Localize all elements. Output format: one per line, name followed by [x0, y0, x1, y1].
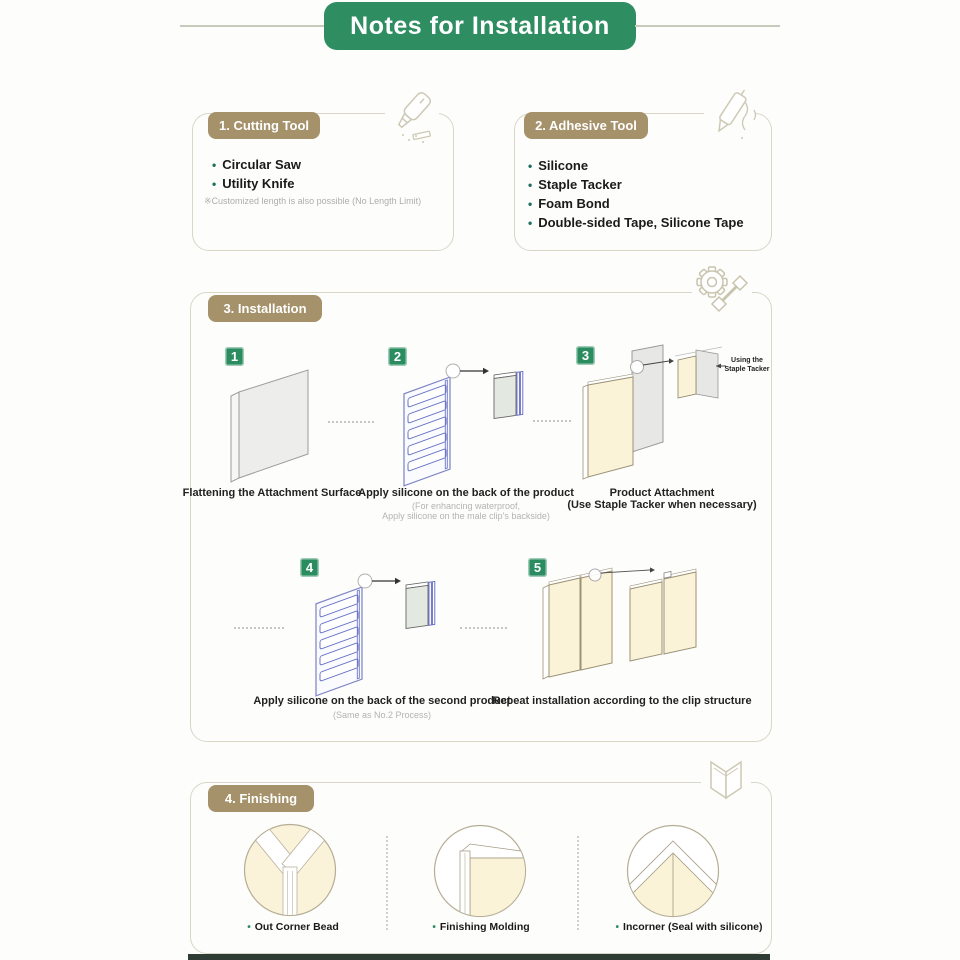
bullet-icon: •	[528, 178, 533, 192]
step1-panel-illustration	[228, 362, 313, 484]
step-number-badge: 4	[300, 558, 319, 577]
list-item	[528, 156, 744, 175]
title-rule-left	[180, 25, 325, 27]
step1-caption: Flattening the Attachment Surface	[182, 487, 362, 499]
step-number-badge: 1	[225, 347, 244, 366]
section-adhesive-header: 2. Adhesive Tool	[524, 112, 648, 139]
bullet-icon: •	[212, 177, 217, 191]
step3-attachment-illustration	[580, 344, 730, 480]
step3-caption: Product Attachment	[609, 487, 715, 499]
step5-caption: Repeat installation according to the clip structure	[492, 695, 752, 707]
dotted-connector	[328, 421, 374, 423]
bullet-icon: •	[528, 159, 533, 173]
bullet-icon: •	[615, 922, 620, 933]
adhesive-item-label: Silicone	[538, 158, 589, 173]
dotted-connector	[460, 627, 507, 629]
cutting-tool-list	[212, 155, 301, 193]
corner-molding-icon	[699, 752, 753, 812]
step4-caption: Apply silicone on the back of the second product	[253, 695, 511, 707]
step4-subcaption: (Same as No.2 Process)	[332, 710, 432, 720]
adhesive-item-label: Double-sided Tape, Silicone Tape	[538, 215, 744, 230]
adhesive-tool-list	[528, 156, 744, 232]
step4-silicone-panel-illustration	[310, 566, 438, 698]
step2-caption: Apply silicone on the back of the product	[358, 487, 574, 499]
adhesive-item-label: Staple Tacker	[538, 177, 622, 192]
incorner-illustration	[625, 823, 721, 919]
bullet-icon: •	[432, 922, 436, 933]
dotted-connector	[533, 420, 571, 422]
bullet-icon: •	[212, 158, 217, 172]
list-item	[212, 174, 301, 193]
bullet-icon: •	[528, 216, 533, 230]
page-title: Notes for Installation	[324, 2, 636, 50]
finishing-caption-label: Incorner (Seal with silicone)	[623, 921, 763, 933]
step2-silicone-panel-illustration	[398, 356, 526, 488]
step-number-badge: 3	[576, 346, 595, 365]
gear-wrench-icon	[690, 260, 754, 330]
dotted-connector	[234, 627, 284, 629]
out-corner-bead-illustration	[242, 822, 338, 918]
step3-annotation-line2: Staple Tacker	[724, 365, 770, 373]
finishing-caption	[432, 921, 529, 933]
bullet-icon: •	[247, 922, 251, 933]
step2-subcaption-2: Apply silicone on the male clip's backside)	[382, 511, 550, 521]
next-page-edge-bar	[188, 954, 770, 960]
step3-subcaption: (Use Staple Tacker when necessary)	[567, 499, 757, 511]
section-cutting-header: 1. Cutting Tool	[208, 112, 320, 139]
dotted-divider	[577, 836, 579, 930]
bullet-icon: •	[528, 197, 533, 211]
list-item	[528, 213, 744, 232]
title-rule-right	[635, 25, 780, 27]
list-item	[528, 194, 744, 213]
finishing-caption-label: Out Corner Bead	[254, 921, 339, 933]
step-number-badge: 2	[388, 347, 407, 366]
step5-repeat-illustration	[540, 556, 710, 686]
step2-subcaption-1: (For enhancing waterproof,	[411, 501, 521, 511]
list-item	[212, 155, 301, 174]
finishing-caption-label: Finishing Molding	[439, 921, 530, 933]
finishing-caption	[247, 921, 339, 933]
cutting-note: ※Customized length is also possible (No Length Limit)	[204, 196, 422, 206]
finishing-molding-illustration	[432, 823, 528, 919]
cutting-item-label: Utility Knife	[222, 176, 295, 191]
utility-knife-icon	[381, 88, 443, 150]
section-installation-header: 3. Installation	[208, 295, 322, 322]
step-number-badge: 5	[528, 558, 547, 577]
section-finishing-header: 4. Finishing	[208, 785, 314, 812]
cutting-item-label: Circular Saw	[222, 157, 301, 172]
list-item	[528, 175, 744, 194]
dotted-divider	[386, 836, 388, 930]
step3-annotation-line1: Using the	[731, 357, 763, 364]
silicone-gun-icon	[698, 84, 762, 150]
finishing-caption	[616, 921, 763, 933]
step3-annotation	[721, 357, 773, 374]
adhesive-item-label: Foam Bond	[538, 196, 610, 211]
